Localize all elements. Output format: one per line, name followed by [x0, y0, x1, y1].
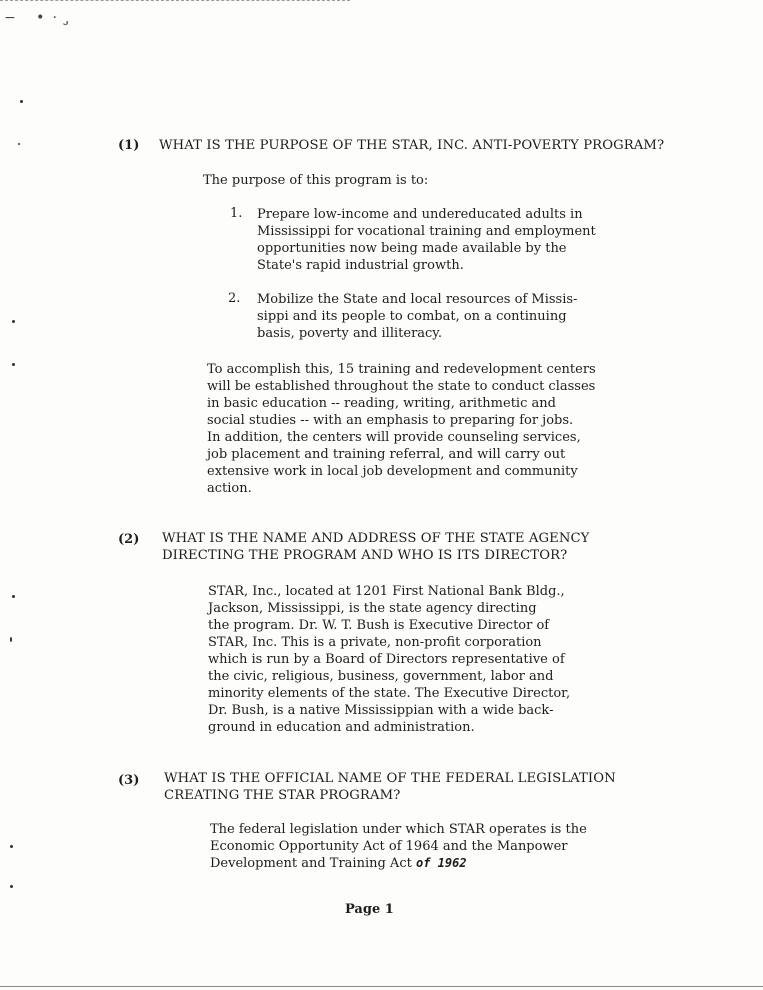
section-heading-line: CREATING THE STAR PROGRAM? [164, 788, 401, 803]
list-item [257, 291, 577, 342]
text-line: Jackson, Mississippi, is the state agency directing [208, 601, 537, 616]
section-heading-line: WHAT IS THE NAME AND ADDRESS OF THE STATE AGENCY [162, 531, 590, 546]
section-heading [159, 137, 664, 154]
section-paragraph [210, 821, 587, 872]
section-intro: The purpose of this program is to: [203, 173, 429, 188]
text-line: the program. Dr. W. T. Bush is Executive Director of [208, 618, 550, 633]
list-item [257, 206, 596, 274]
section-heading-line: WHAT IS THE PURPOSE OF THE STAR, INC. ANTI-POVERTY PROGRAM? [159, 138, 665, 153]
list-item-number: 2. [228, 291, 241, 306]
scan-speck [10, 885, 13, 888]
section-number: (3) [118, 773, 140, 788]
scan-speck [12, 363, 15, 366]
text-line: Economic Opportunity Act of 1964 and the Manpower [210, 839, 568, 854]
text-line: action. [207, 481, 252, 496]
bottom-edge-line [0, 986, 763, 987]
text-line: opportunities now being made available by the [257, 241, 567, 256]
text-line: sippi and its people to combat, on a continuing [257, 309, 567, 324]
text-line: basis, poverty and illiteracy. [257, 326, 443, 341]
page-number: Page 1 [345, 902, 394, 917]
text-line: In addition, the centers will provide counseling services, [207, 430, 581, 445]
text-line: Mississippi for vocational training and employment [257, 224, 596, 239]
text-line: ground in education and administration. [208, 720, 475, 735]
text-line: the civic, religious, business, government, labor and [208, 669, 554, 684]
section-heading-line: DIRECTING THE PROGRAM AND WHO IS ITS DIRECTOR? [162, 548, 568, 563]
scan-speck [12, 320, 15, 323]
text-line: which is run by a Board of Directors representative of [208, 652, 565, 667]
section-heading-line: WHAT IS THE OFFICIAL NAME OF THE FEDERAL LEGISLATION [164, 771, 616, 786]
text-line: Prepare low-income and undereducated adults in [257, 207, 583, 222]
text-line: social studies -- with an emphasis to preparing for jobs. [207, 413, 574, 428]
text-line: Development and Training Act [210, 856, 412, 871]
text-line: minority elements of the state. The Executive Director, [208, 686, 571, 701]
text-line-with-annotation [210, 855, 587, 872]
top-perforation [0, 0, 350, 1]
scan-speck [12, 595, 15, 598]
section-number: (2) [118, 532, 140, 547]
section-heading [162, 530, 589, 564]
scan-speck [18, 143, 20, 145]
scan-speck [10, 637, 12, 642]
text-line: will be established throughout the state to conduct classes [207, 379, 596, 394]
text-line: State's rapid industrial growth. [257, 258, 464, 273]
text-line: job placement and training referral, and will carry out [207, 447, 566, 462]
corner-scribble-mark: − •· ̡ [4, 10, 78, 26]
text-line: Dr. Bush, is a native Mississippian with a wide back- [208, 703, 554, 718]
section-paragraph [208, 583, 570, 736]
scan-speck [10, 845, 13, 848]
text-line: To accomplish this, 15 training and redevelopment centers [207, 362, 596, 377]
scan-speck [20, 100, 23, 103]
text-line: Mobilize the State and local resources of Missis- [257, 292, 578, 307]
text-line: STAR, Inc. This is a private, non-profit corporation [208, 635, 542, 650]
section-paragraph [207, 361, 596, 497]
text-line: STAR, Inc., located at 1201 First National Bank Bldg., [208, 584, 565, 599]
text-line: extensive work in local job development and community [207, 464, 578, 479]
section-number: (1) [118, 138, 140, 153]
list-item-number: 1. [230, 206, 243, 221]
text-line: in basic education -- reading, writing, arithmetic and [207, 396, 556, 411]
section-heading [164, 770, 616, 804]
text-line: The federal legislation under which STAR operates is the [210, 822, 587, 837]
handwritten-annotation: of 1962 [415, 856, 467, 870]
